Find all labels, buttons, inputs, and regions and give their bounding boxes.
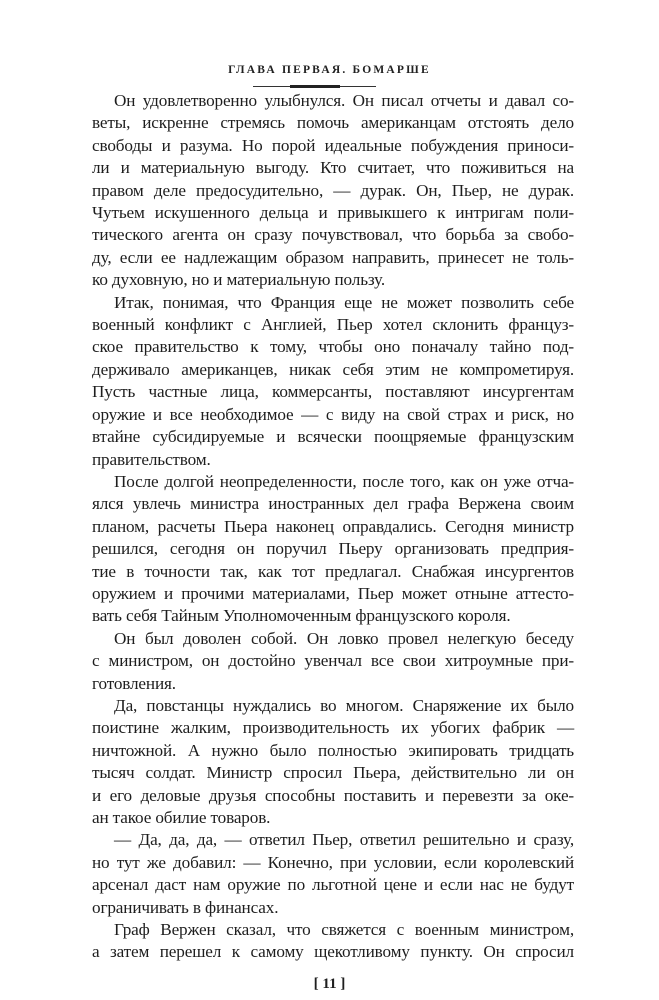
text-line: правом деле предосудительно, — дурак. Он, Пьер, не дурак.: [92, 180, 574, 200]
text-line: оружием и прочими материалами, Пьер может отныне аттесто-: [92, 583, 574, 603]
page-number: [ 11 ]: [313, 975, 346, 992]
text-line: веты, искренне стремясь помочь американцам отстоять дело: [92, 113, 574, 133]
text-line: Итак, понимая, что Франция еще не может позволить себе: [114, 292, 574, 312]
text-line: ничтожной. А нужно было полностью экипировать тридцать: [92, 740, 574, 760]
paragraph: [92, 90, 574, 292]
body-text: [92, 90, 574, 964]
text-line: Он был доволен собой. Он ловко провел нелегкую беседу: [114, 628, 574, 648]
paragraph: [92, 471, 574, 628]
text-line: держивало американцев, никак себя этим не компрометируя.: [92, 359, 574, 379]
text-line: решился, сегодня он поручил Пьеру организовать предприя-: [92, 539, 574, 559]
text-line: тического агента он сразу почувствовал, что борьба за свобо-: [92, 225, 574, 245]
text-line: Он удовлетворенно улыбнулся. Он писал отчеты и давал со-: [114, 91, 574, 110]
text-line: тие в точности так, как тот предлагал. Снабжая инсургентов: [92, 561, 574, 581]
text-line: После долгой неопределенности, после того, как он уже отча-: [114, 471, 574, 491]
text-line: ское правительство к тому, чтобы оно поначалу тайно под-: [92, 337, 574, 357]
text-line: тысяч солдат. Министр спросил Пьера, действительно ли он: [92, 763, 574, 783]
text-line: ко духовную, но и материальную пользу.: [92, 270, 386, 290]
paragraph: [92, 292, 574, 471]
paragraph: [92, 628, 574, 695]
text-line: готовления.: [92, 673, 176, 693]
text-line: Чутьем искушенного дельца и привыкшего к интригам поли-: [92, 203, 574, 223]
text-line: военный конфликт с Англией, Пьер хотел склонить француз-: [92, 315, 574, 335]
paragraph: [92, 695, 574, 829]
text-line: но тут же добавил: — Конечно, при условии, если королевский: [92, 852, 574, 872]
text-line: вать себя Тайным Уполномоченным французского короля.: [92, 606, 511, 626]
text-line: а затем перешел к самому щекотливому пункту. Он спросил: [92, 942, 574, 962]
paragraph: [92, 829, 574, 919]
text-line: Да, повстанцы нуждались во многом. Снаряжение их было: [114, 695, 574, 715]
text-line: правительством.: [92, 449, 211, 469]
text-line: поистине жалким, производительность их убогих фабрик —: [92, 718, 574, 738]
text-line: арсенал даст нам оружие по льготной цене и если нас не будут: [92, 875, 574, 895]
text-line: и его деловые друзья способны поставить и перевезти за оке-: [92, 785, 574, 805]
text-line: планом, расчеты Пьера наконец оправдались. Сегодня министр: [92, 516, 574, 536]
text-line: втайне субсидируемые и всячески поощряемые французским: [92, 427, 574, 447]
text-line: свободы и разума. Но порой идеальные побуждения приноси-: [92, 135, 574, 155]
text-line: ли и материальную выгоду. Кто считает, что поживиться на: [92, 158, 574, 178]
text-line: Пусть частные лица, коммерсанты, поставляют инсургентам: [92, 382, 574, 402]
text-line: ограничивать в финансах.: [92, 897, 279, 917]
text-line: ялся увлечь министра иностранных дел графа Вержена своим: [92, 494, 574, 514]
text-line: ан такое обилие товаров.: [92, 808, 271, 827]
paragraph: [92, 919, 574, 964]
text-line: — Да, да, да, — ответил Пьер, ответил решительно и сразу,: [114, 830, 574, 850]
text-line: Граф Вержен сказал, что свяжется с военным министром,: [114, 920, 574, 940]
text-line: оружие и все необходимое — с виду на свой страх и риск, но: [92, 404, 574, 424]
text-line: ду, если ее надлежащим образом направить, принесет не толь-: [92, 247, 574, 267]
header-divider-accent: [290, 85, 340, 88]
text-line: с министром, он достойно увенчал все свои хитроумные при-: [92, 651, 574, 671]
running-header: ГЛАВА ПЕРВАЯ. БОМАРШЕ: [228, 64, 431, 76]
